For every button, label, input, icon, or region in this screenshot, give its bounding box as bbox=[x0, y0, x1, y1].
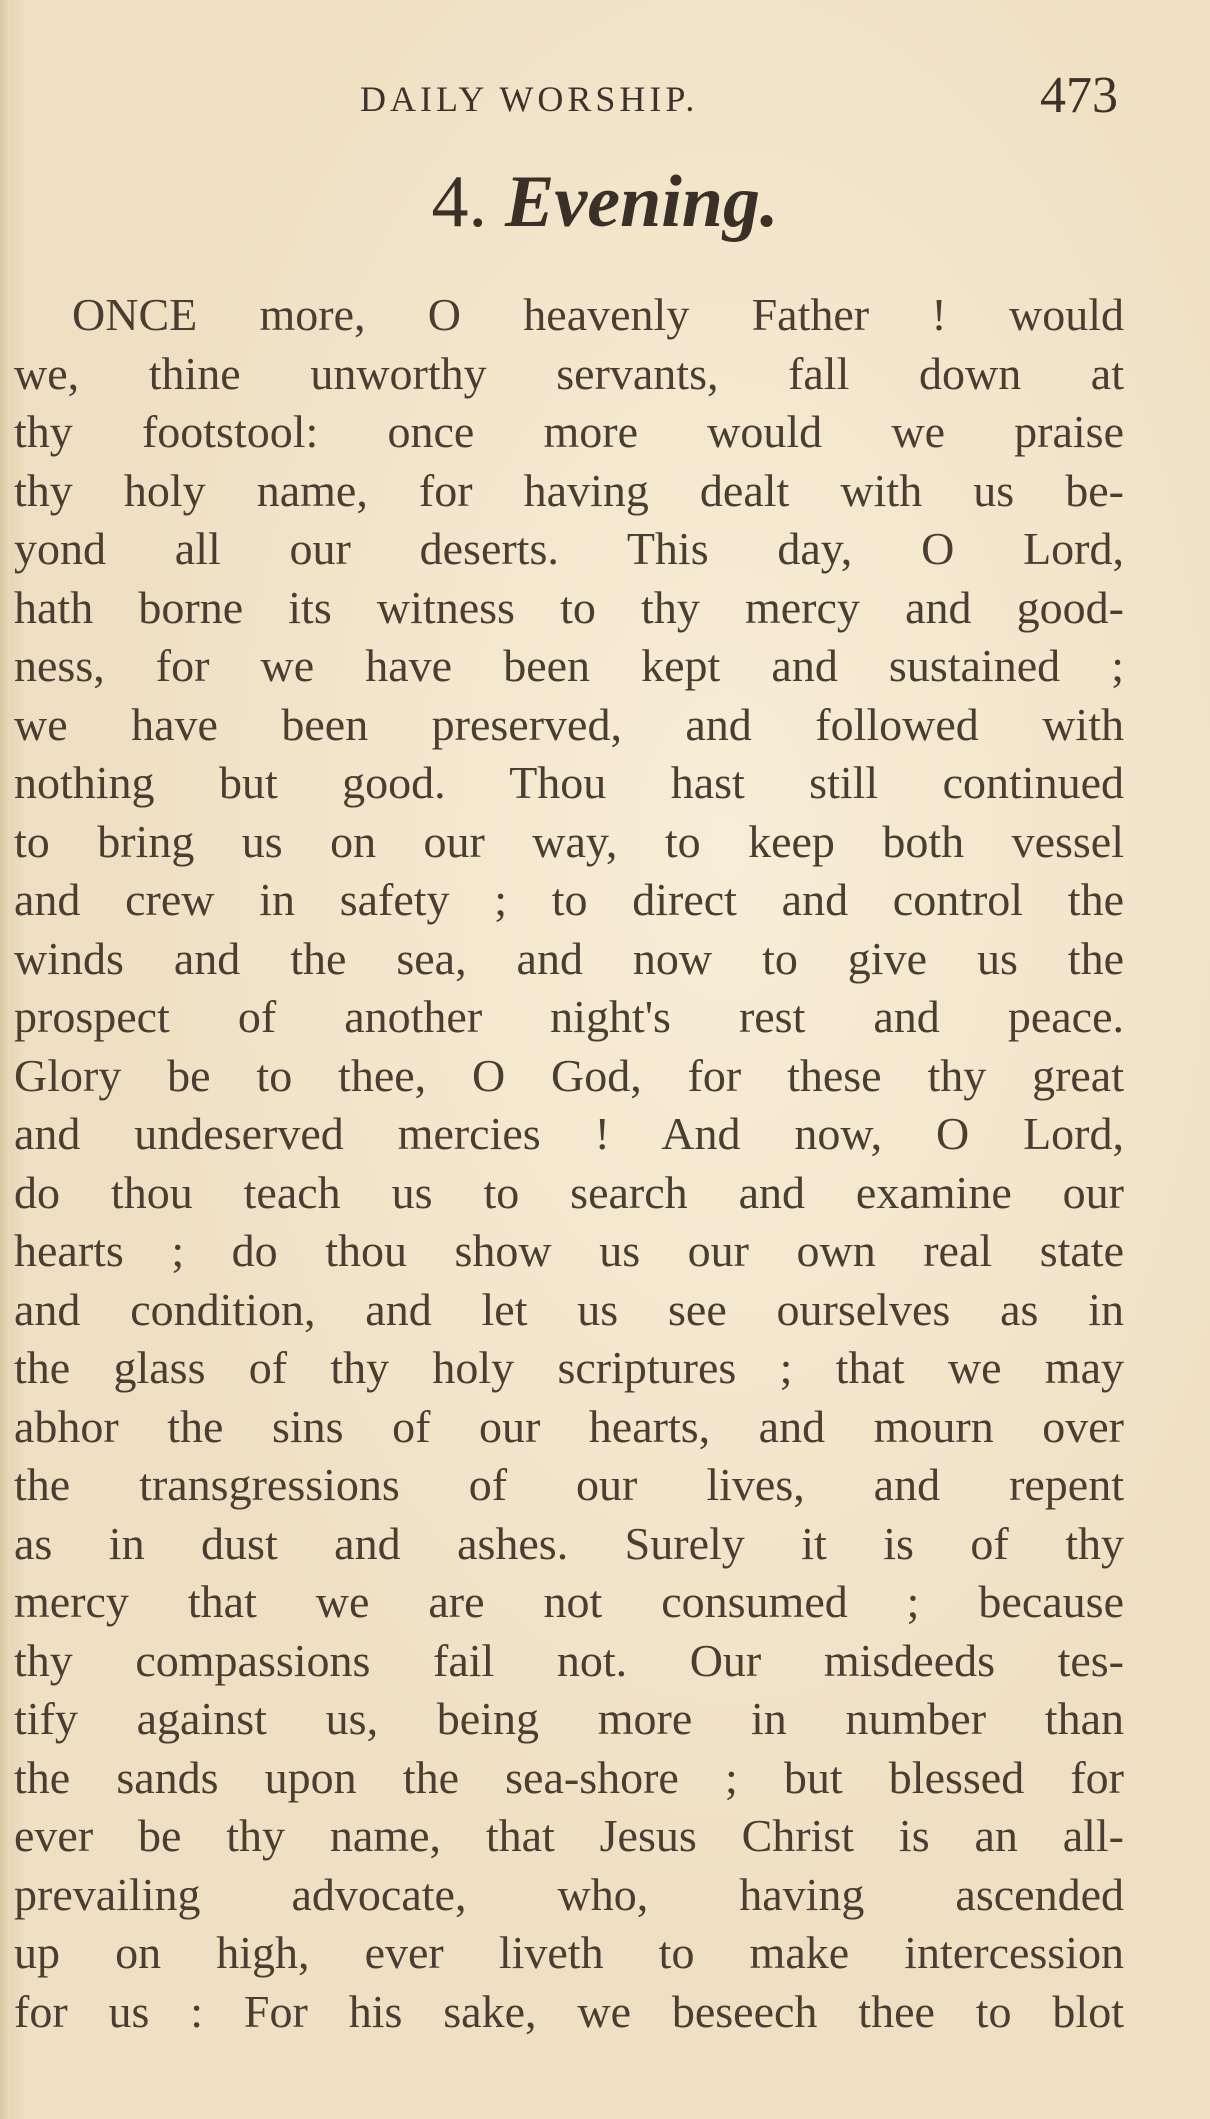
body-line: the sands upon the sea-shore ; but blessed for bbox=[14, 1751, 1124, 1803]
body-line: as in dust and ashes. Surely it is of thy bbox=[14, 1517, 1124, 1569]
body-line: winds and the sea, and now to give us the bbox=[14, 932, 1124, 984]
body-line: prospect of another night's rest and peace. bbox=[14, 991, 1124, 1042]
body-line: hath borne its witness to thy mercy and good- bbox=[14, 581, 1124, 633]
body-line: and undeserved mercies ! And now, O Lord, bbox=[14, 1108, 1124, 1159]
body-line: mercy that we are not consumed ; because bbox=[14, 1576, 1124, 1627]
section-number: 4. bbox=[431, 161, 488, 243]
body-line: and condition, and let us see ourselves as in bbox=[14, 1283, 1124, 1335]
body-line: the transgressions of our lives, and repent bbox=[14, 1459, 1124, 1510]
body-line: the glass of thy holy scriptures ; that we may bbox=[14, 1342, 1124, 1393]
body-line: up on high, ever liveth to make intercession bbox=[14, 1927, 1124, 1978]
prayer-body bbox=[14, 286, 1124, 2041]
body-line: abhor the sins of our hearts, and mourn over bbox=[14, 1400, 1124, 1452]
body-line: Glory be to thee, O God, for these thy great bbox=[14, 1049, 1124, 1101]
page-number: 473 bbox=[1040, 67, 1118, 124]
body-line: to bring us on our way, to keep both vessel bbox=[14, 815, 1124, 867]
body-line: do thou teach us to search and examine our bbox=[14, 1166, 1124, 1218]
body-line: and crew in safety ; to direct and control the bbox=[14, 874, 1124, 925]
body-line: ever be thy name, that Jesus Christ is an all- bbox=[14, 1810, 1124, 1861]
body-line: thy footstool: once more would we praise bbox=[14, 406, 1124, 457]
body-line: hearts ; do thou show us our own real state bbox=[14, 1225, 1124, 1276]
body-line: tify against us, being more in number than bbox=[14, 1693, 1124, 1744]
body-line: we have been preserved, and followed with bbox=[14, 698, 1124, 750]
body-line: thy compassions fail not. Our misdeeds tes- bbox=[14, 1634, 1124, 1686]
body-line: we, thine unworthy servants, fall down at bbox=[14, 347, 1124, 399]
body-line: ONCE more, O heavenly Father ! would bbox=[72, 289, 1124, 340]
body-line: prevailing advocate, who, having ascended bbox=[14, 1868, 1124, 1920]
running-head: DAILY WORSHIP. bbox=[360, 79, 699, 119]
section-title-text: Evening. bbox=[505, 161, 779, 243]
page-spine-edge bbox=[0, 0, 10, 2119]
body-line: nothing but good. Thou hast still continued bbox=[14, 757, 1124, 808]
body-line: thy holy name, for having dealt with us be- bbox=[14, 464, 1124, 516]
body-line: yond all our deserts. This day, O Lord, bbox=[14, 523, 1124, 574]
body-line: ness, for we have been kept and sustained ; bbox=[14, 640, 1124, 691]
body-line: for us : For his sake, we beseech thee to blot bbox=[14, 1985, 1124, 2037]
section-title bbox=[0, 160, 1210, 245]
